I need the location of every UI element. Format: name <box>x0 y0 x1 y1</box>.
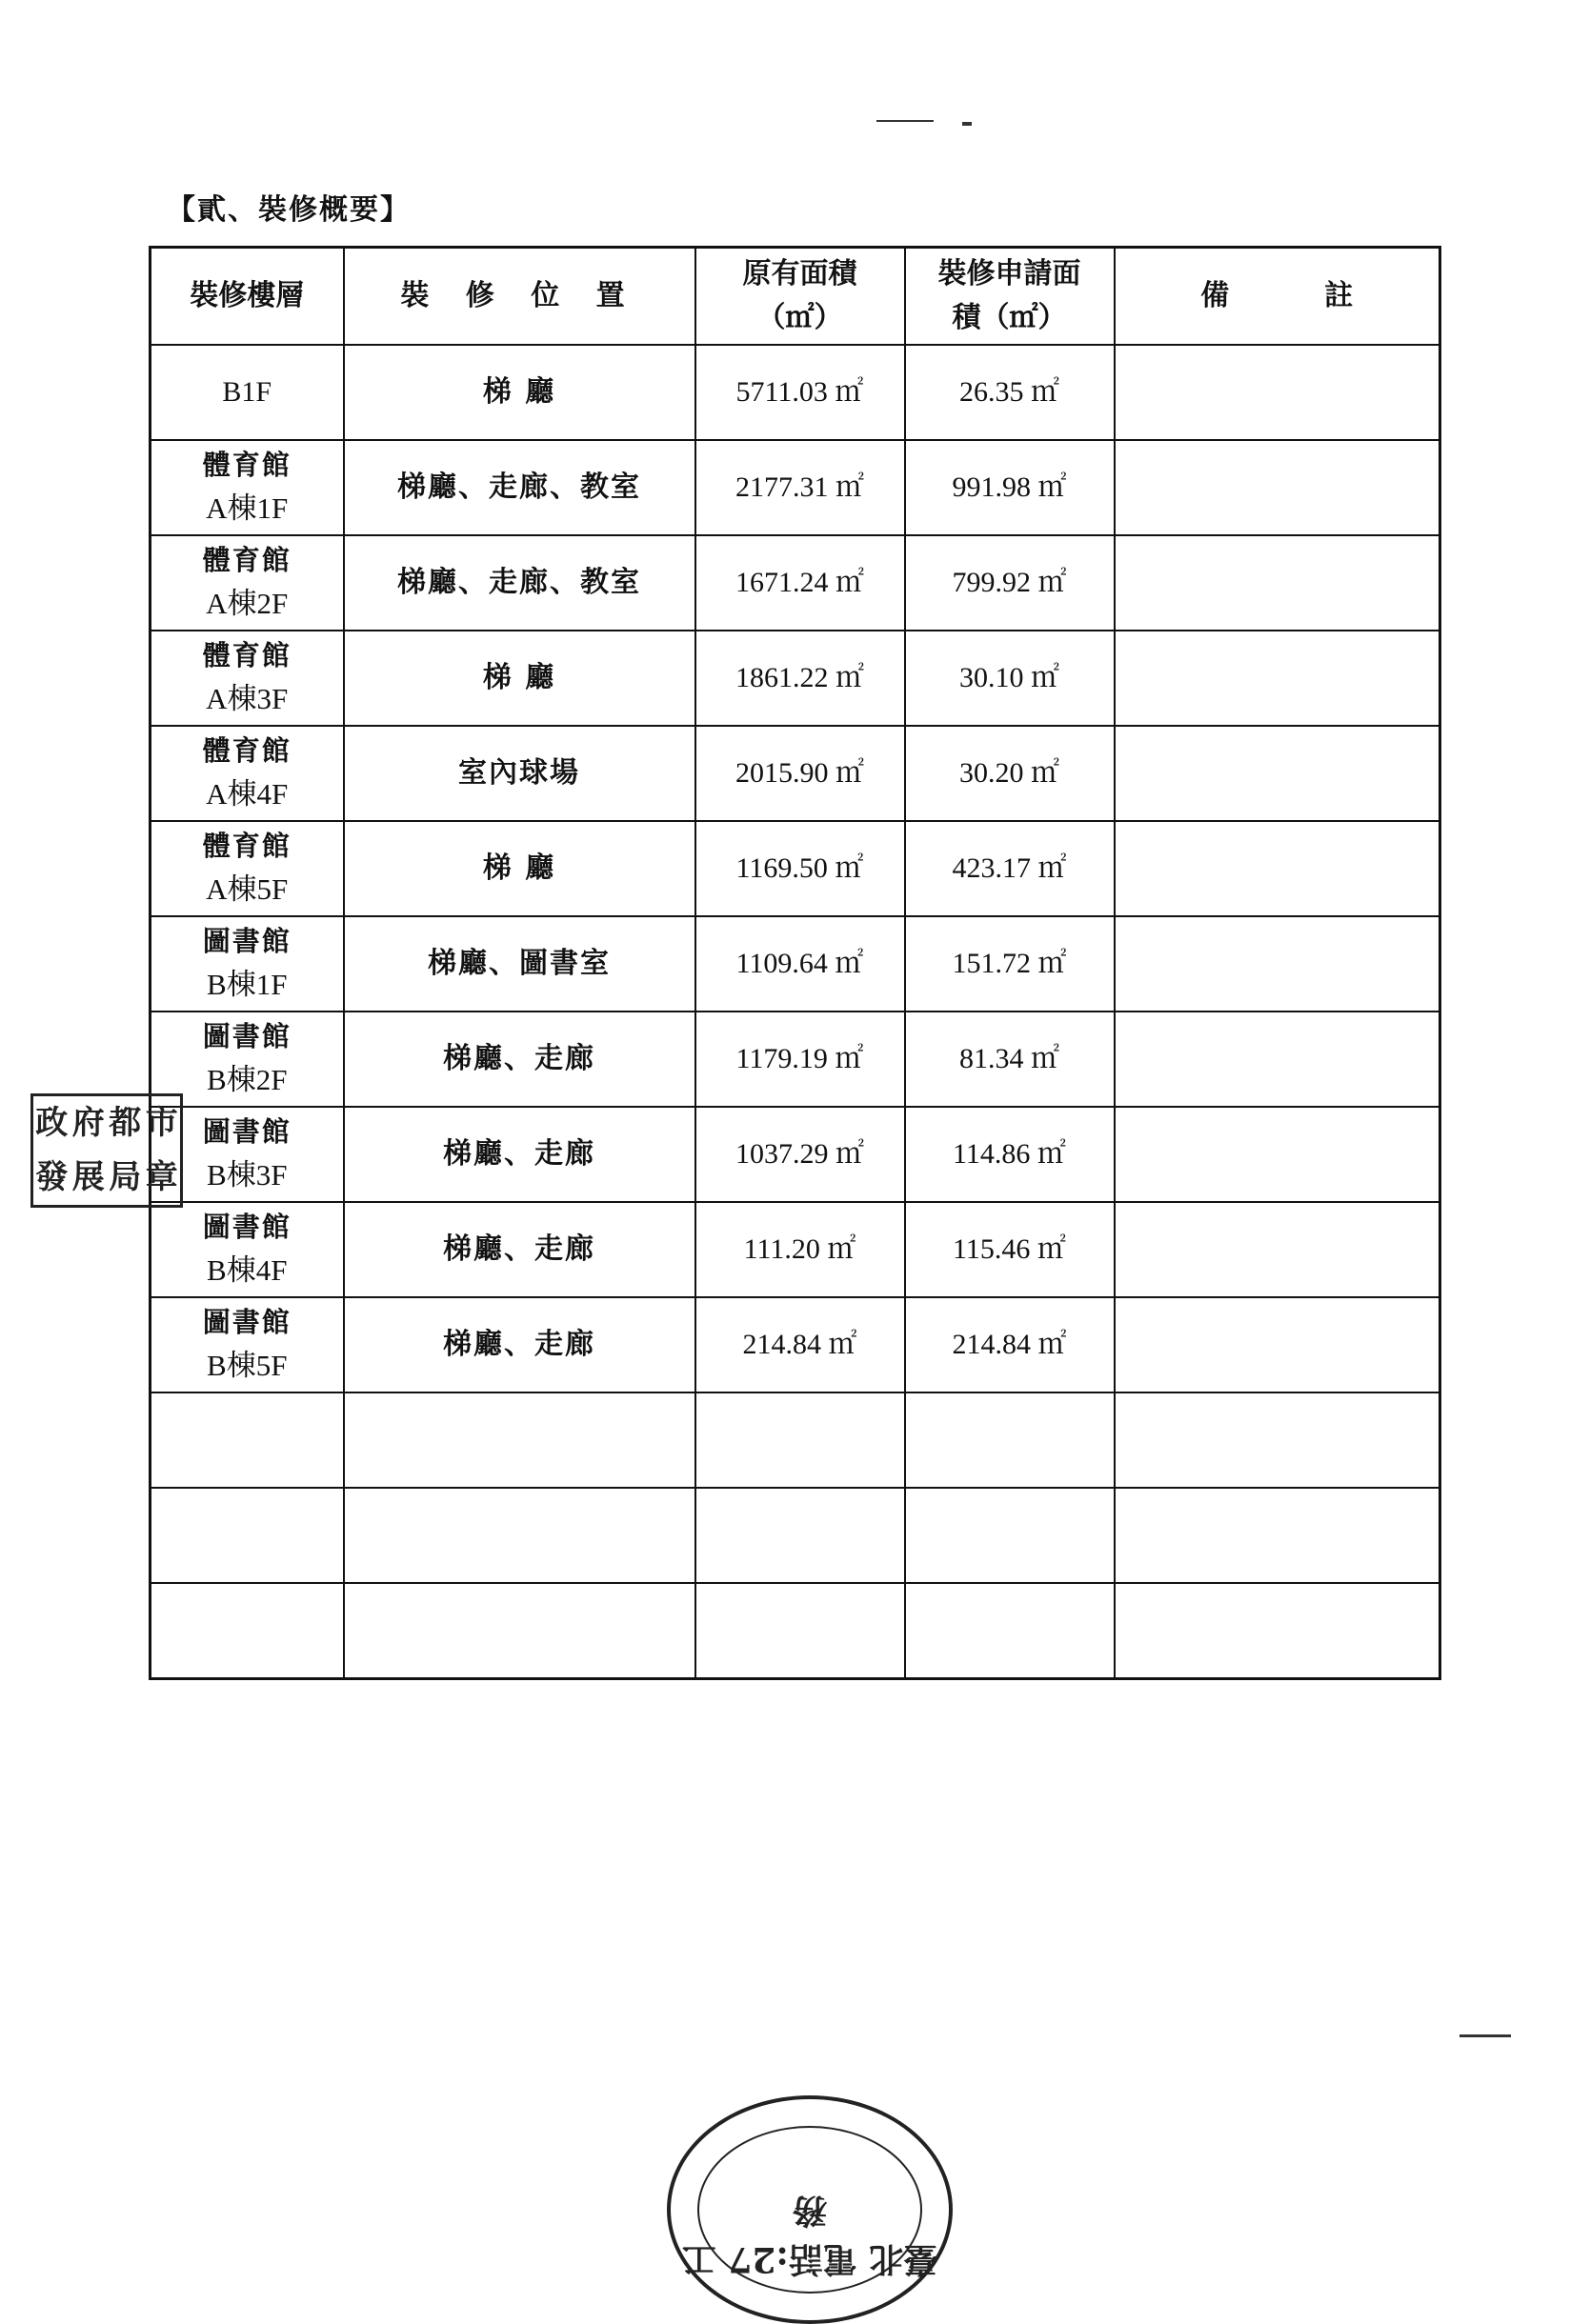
remarks-cell <box>1115 440 1440 535</box>
original-area-cell: 2015.90 ㎡ <box>695 726 905 821</box>
original-area-cell <box>695 1488 905 1583</box>
applied-area-cell: 799.92 ㎡ <box>905 535 1115 631</box>
header-remarks <box>1115 248 1440 346</box>
floor-line2: B棟3F <box>207 1158 288 1192</box>
scan-artifact <box>962 122 972 126</box>
remarks-cell <box>1115 821 1440 916</box>
table-row <box>151 345 1440 440</box>
location-cell: 梯 廳 <box>344 821 695 916</box>
location-cell: 梯廳、走廊 <box>344 1297 695 1392</box>
original-area-cell: 1671.24 ㎡ <box>695 535 905 631</box>
original-area-cell: 1169.50 ㎡ <box>695 821 905 916</box>
original-area-cell: 5711.03 ㎡ <box>695 345 905 440</box>
original-area-cell: 111.20 ㎡ <box>695 1202 905 1297</box>
floor-line2: B棟1F <box>207 968 288 1002</box>
applied-area-cell <box>905 1392 1115 1488</box>
floor-line1: B1F <box>222 375 272 408</box>
applied-area-cell: 30.20 ㎡ <box>905 726 1115 821</box>
table-row <box>151 726 1440 821</box>
location-cell <box>344 1583 695 1679</box>
location-cell: 室內球場 <box>344 726 695 821</box>
floor-cell <box>151 1202 344 1297</box>
floor-line1: 體育館 <box>202 733 292 767</box>
floor-cell <box>151 345 344 440</box>
applied-area-cell: 214.84 ㎡ <box>905 1297 1115 1392</box>
seal-char: 都 <box>109 1104 142 1142</box>
applied-area-cell: 114.86 ㎡ <box>905 1107 1115 1202</box>
location-cell: 梯廳、圖書室 <box>344 916 695 1012</box>
applied-area-cell: 115.46 ㎡ <box>905 1202 1115 1297</box>
original-area-cell <box>695 1392 905 1488</box>
location-cell: 梯廳、走廊、教室 <box>344 440 695 535</box>
seal-char: 局 <box>109 1158 142 1196</box>
table-row <box>151 440 1440 535</box>
header-remarks-char-1: 備 <box>1200 278 1230 312</box>
section-title: 【貳、裝修概要】 <box>167 193 411 227</box>
floor-line2: A棟1F <box>206 491 289 526</box>
location-cell <box>344 1488 695 1583</box>
original-area-cell: 1037.29 ㎡ <box>695 1107 905 1202</box>
table-row <box>151 1488 1440 1583</box>
location-cell: 梯廳、走廊 <box>344 1107 695 1202</box>
original-area-cell: 214.84 ㎡ <box>695 1297 905 1392</box>
table-row <box>151 1012 1440 1107</box>
floor-line2: A棟3F <box>206 682 289 716</box>
floor-line2: B棟5F <box>207 1349 288 1383</box>
floor-cell <box>151 821 344 916</box>
remarks-cell <box>1115 1488 1440 1583</box>
stamp-text: 臺北 電話:27 工務 <box>681 2191 938 2279</box>
header-original-area-line1: 原有面積 <box>742 256 857 290</box>
applied-area-cell <box>905 1583 1115 1679</box>
table-row <box>151 535 1440 631</box>
floor-cell <box>151 440 344 535</box>
table-row <box>151 1392 1440 1488</box>
header-applied-area-line2: 積（㎡） <box>952 301 1067 334</box>
stamp-inner-ring <box>697 2126 922 2294</box>
floor-cell <box>151 1392 344 1488</box>
seal-char: 府 <box>71 1104 105 1142</box>
remarks-cell <box>1115 916 1440 1012</box>
location-cell: 梯廳、走廊 <box>344 1202 695 1297</box>
official-stamp-bottom <box>667 2095 953 2324</box>
applied-area-cell: 423.17 ㎡ <box>905 821 1115 916</box>
applied-area-cell: 991.98 ㎡ <box>905 440 1115 535</box>
renovation-summary-table <box>149 246 1441 1680</box>
remarks-cell <box>1115 345 1440 440</box>
seal-char: 展 <box>71 1158 105 1196</box>
renovation-table-wrapper <box>149 246 1439 1680</box>
remarks-cell <box>1115 726 1440 821</box>
remarks-cell <box>1115 1202 1440 1297</box>
floor-line2: A棟2F <box>206 587 289 621</box>
floor-cell <box>151 631 344 726</box>
floor-line1: 體育館 <box>202 829 292 862</box>
floor-cell <box>151 1488 344 1583</box>
applied-area-cell: 26.35 ㎡ <box>905 345 1115 440</box>
floor-cell <box>151 1583 344 1679</box>
location-cell: 梯 廳 <box>344 345 695 440</box>
floor-line2: B棟4F <box>207 1253 288 1288</box>
remarks-cell <box>1115 535 1440 631</box>
scan-artifact <box>1459 2034 1511 2037</box>
floor-cell <box>151 1012 344 1107</box>
floor-line2: B棟2F <box>207 1063 288 1097</box>
header-applied-area <box>905 248 1115 346</box>
remarks-cell <box>1115 1583 1440 1679</box>
official-seal-left <box>30 1093 183 1208</box>
floor-line1: 圖書館 <box>202 1305 292 1338</box>
remarks-cell <box>1115 1012 1440 1107</box>
remarks-cell <box>1115 1107 1440 1202</box>
floor-cell <box>151 1297 344 1392</box>
floor-line1: 體育館 <box>202 638 292 671</box>
floor-cell <box>151 535 344 631</box>
original-area-cell: 1861.22 ㎡ <box>695 631 905 726</box>
applied-area-cell: 81.34 ㎡ <box>905 1012 1115 1107</box>
floor-cell <box>151 916 344 1012</box>
original-area-cell: 1109.64 ㎡ <box>695 916 905 1012</box>
remarks-cell <box>1115 631 1440 726</box>
floor-cell <box>151 726 344 821</box>
table-row <box>151 821 1440 916</box>
table-header-row <box>151 248 1440 346</box>
table-row <box>151 1107 1440 1202</box>
seal-char: 章 <box>145 1158 178 1196</box>
header-location: 裝 修 位 置 <box>344 248 695 346</box>
seal-char: 發 <box>35 1158 69 1196</box>
floor-line1: 圖書館 <box>202 1114 292 1148</box>
header-original-area-line2: （㎡） <box>756 301 843 334</box>
applied-area-cell: 151.72 ㎡ <box>905 916 1115 1012</box>
floor-line2: A棟4F <box>206 777 289 811</box>
seal-char: 市 <box>145 1104 178 1142</box>
applied-area-cell <box>905 1488 1115 1583</box>
table-row <box>151 1202 1440 1297</box>
location-cell: 梯廳、走廊 <box>344 1012 695 1107</box>
table-row <box>151 1583 1440 1679</box>
floor-line1: 圖書館 <box>202 1210 292 1243</box>
table-row <box>151 631 1440 726</box>
original-area-cell: 1179.19 ㎡ <box>695 1012 905 1107</box>
original-area-cell <box>695 1583 905 1679</box>
location-cell: 梯 廳 <box>344 631 695 726</box>
table-row <box>151 1297 1440 1392</box>
remarks-cell <box>1115 1392 1440 1488</box>
floor-line1: 圖書館 <box>202 924 292 957</box>
scan-artifact <box>876 120 934 122</box>
floor-line1: 體育館 <box>202 448 292 481</box>
header-applied-area-line1: 裝修申請面 <box>937 256 1081 290</box>
floor-line1: 圖書館 <box>202 1019 292 1052</box>
header-remarks-char-2: 註 <box>1324 278 1354 312</box>
header-floor: 裝修樓層 <box>151 248 344 346</box>
table-body <box>151 345 1440 1679</box>
seal-char: 政 <box>35 1104 69 1142</box>
floor-line1: 體育館 <box>202 543 292 576</box>
remarks-cell <box>1115 1297 1440 1392</box>
table-row <box>151 916 1440 1012</box>
location-cell: 梯廳、走廊、教室 <box>344 535 695 631</box>
location-cell <box>344 1392 695 1488</box>
original-area-cell: 2177.31 ㎡ <box>695 440 905 535</box>
header-original-area <box>695 248 905 346</box>
applied-area-cell: 30.10 ㎡ <box>905 631 1115 726</box>
floor-line2: A棟5F <box>206 872 289 907</box>
